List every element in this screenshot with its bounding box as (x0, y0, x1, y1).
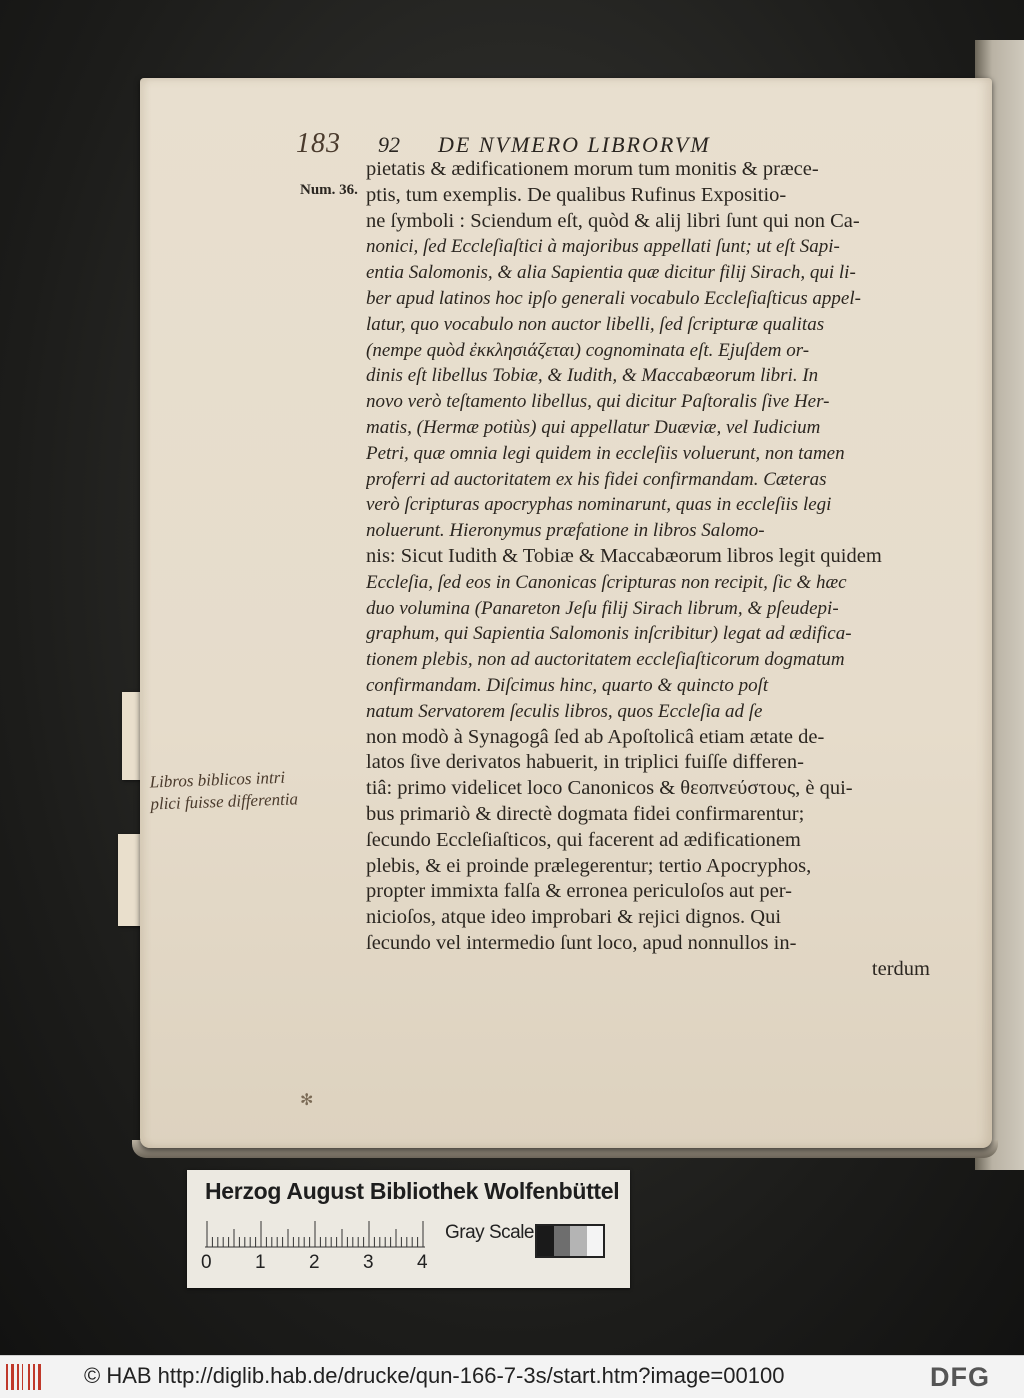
text-line: entia Salomonis, & alia Sapientia quæ dicitur filij Sirach, qui li- (366, 262, 856, 284)
text-line: latur, quo vocabulo non auctor libelli, ſed ſcripturæ qualitas (366, 313, 825, 335)
ink-blot-mark: ✻ (300, 1092, 314, 1109)
text-line: bus primariò & directè dogmata fidei confirmarentur; (366, 802, 805, 825)
ruler-number: 1 (255, 1252, 266, 1273)
text-line: novo verò teſtamento libellus, qui dicitur Paſtoralis ſive Her- (366, 391, 830, 413)
text-line: latos ſive derivatos habuerit, in triplici fuiſſe differen- (366, 751, 804, 774)
text-line: proferri ad auctoritatem ex his fidei confirmandam. Cæteras (366, 468, 827, 490)
text-line: nonici, ſed Eccleſiaſtici à majoribus appellati ſunt; ut eſt Sapi- (366, 236, 840, 258)
text-line: terdum (871, 957, 930, 980)
text-line: noluerunt. Hieronymus præfatione in libros Salomo- (366, 520, 765, 542)
ruler-number: 3 (363, 1252, 374, 1273)
text-line: dinis eſt libellus Tobiæ, & Iudith, & Maccabæorum libri. In (366, 365, 819, 387)
gray-scale-swatch (535, 1224, 605, 1258)
ruler-number: 4 (417, 1252, 428, 1273)
text-line: ber apud latinos hoc ipſo generali vocabulo Eccleſiaſticus appel- (366, 287, 861, 309)
text-line: confirmandam. Diſcimus hinc, quarto & quincto poſt (366, 674, 769, 696)
ruler-number: 0 (201, 1252, 212, 1273)
text-line: matis, (Hermæ potiùs) qui appellatur Duæviæ, vel Iudicium (366, 416, 821, 438)
gray-swatch-cell (587, 1226, 604, 1256)
handwritten-margin-note (149, 765, 350, 816)
library-name: Herzog August Bibliothek Wolfenbüttel (205, 1178, 620, 1204)
text-line: non modò à Synagogâ ſed ab Apoſtolicâ etiam ætate de- (366, 725, 825, 748)
text-line: plebis, & ei proinde prælegerentur; tertio Apocryphos, (366, 854, 812, 877)
text-line: natum Servatorem ſeculis libros, quos Eccleſia ad ſe (366, 700, 763, 722)
dfg-logo: DFG (930, 1362, 990, 1392)
running-head: DE NVMERO LIBRORVM (438, 132, 711, 157)
footer-bar (0, 1355, 1024, 1398)
color-reference-bar (187, 1170, 630, 1288)
barcode-icon (6, 1364, 48, 1390)
gray-swatch-cell (537, 1226, 554, 1256)
margin-note-line-1: Libros biblicos intri (149, 767, 286, 792)
text-line: pietatis & ædificationem morum tum monitis & præce- (366, 158, 819, 180)
text-line: Eccleſia, ſed eos in Canonicas ſcripturas non recipit, ſic & hæc (366, 571, 847, 593)
text-line: nicioſos, atque ideo improbari & rejici dignos. Qui (366, 906, 782, 929)
margin-number-label: Num. 36. (300, 182, 358, 198)
text-line: propter immixta falſa & erronea periculoſos aut per- (366, 880, 792, 903)
text-line: (nempe quòd ἐκκλησιάζεται) cognominata eſt. Ejuſdem or- (366, 339, 810, 361)
text-line: ne ſymboli : Sciendum eſt, quòd & alij libri ſunt qui non Ca- (366, 209, 860, 232)
margin-note-line-2: plici fuisse differentia (150, 789, 299, 814)
gray-swatch-cell (570, 1226, 587, 1256)
source-url[interactable]: © HAB http://diglib.hab.de/drucke/qun-166-7-3s/start.htm?image=00100 (84, 1363, 785, 1388)
text-line: ſecundo Eccleſiaſticos, qui facerent ad ædificationem (366, 828, 801, 851)
text-line: ſecundo vel intermedio ſunt loco, apud nonnullos in- (366, 931, 797, 954)
paper-tab-lower (118, 834, 142, 926)
ruler-number: 2 (309, 1252, 320, 1273)
handwritten-folio-number: 183 (296, 128, 341, 159)
ruler-scale (205, 1218, 425, 1248)
gray-scale-label: Gray Scale (445, 1222, 534, 1243)
text-line: verò ſcripturas apocryphas nominarunt, quas in eccleſiis legi (366, 494, 832, 516)
page-number: 92 (378, 132, 400, 157)
body-text (366, 157, 930, 983)
text-line: Petri, quæ omnia legi quidem in eccleſiis voluerunt, non tamen (366, 442, 845, 464)
text-line: graphum, qui Sapientia Salomonis inſcribitur) legat ad ædifica- (366, 623, 852, 645)
text-line: duo volumina (Panareton Jeſu filij Sirach librum, & pſeudepi- (366, 597, 839, 619)
text-line: tionem plebis, non ad auctoritatem eccleſiaſticorum dogmatum (366, 649, 845, 671)
text-line: tiâ: primo videlicet loco Canonicos & θεοπνεύστους, è qui- (366, 777, 853, 800)
text-line: nis: Sicut Iudith & Tobiæ & Maccabæorum libros legit quidem (366, 544, 882, 567)
text-line: ptis, tum exemplis. De qualibus Rufinus Expositio- (366, 183, 787, 206)
gray-swatch-cell (554, 1226, 571, 1256)
